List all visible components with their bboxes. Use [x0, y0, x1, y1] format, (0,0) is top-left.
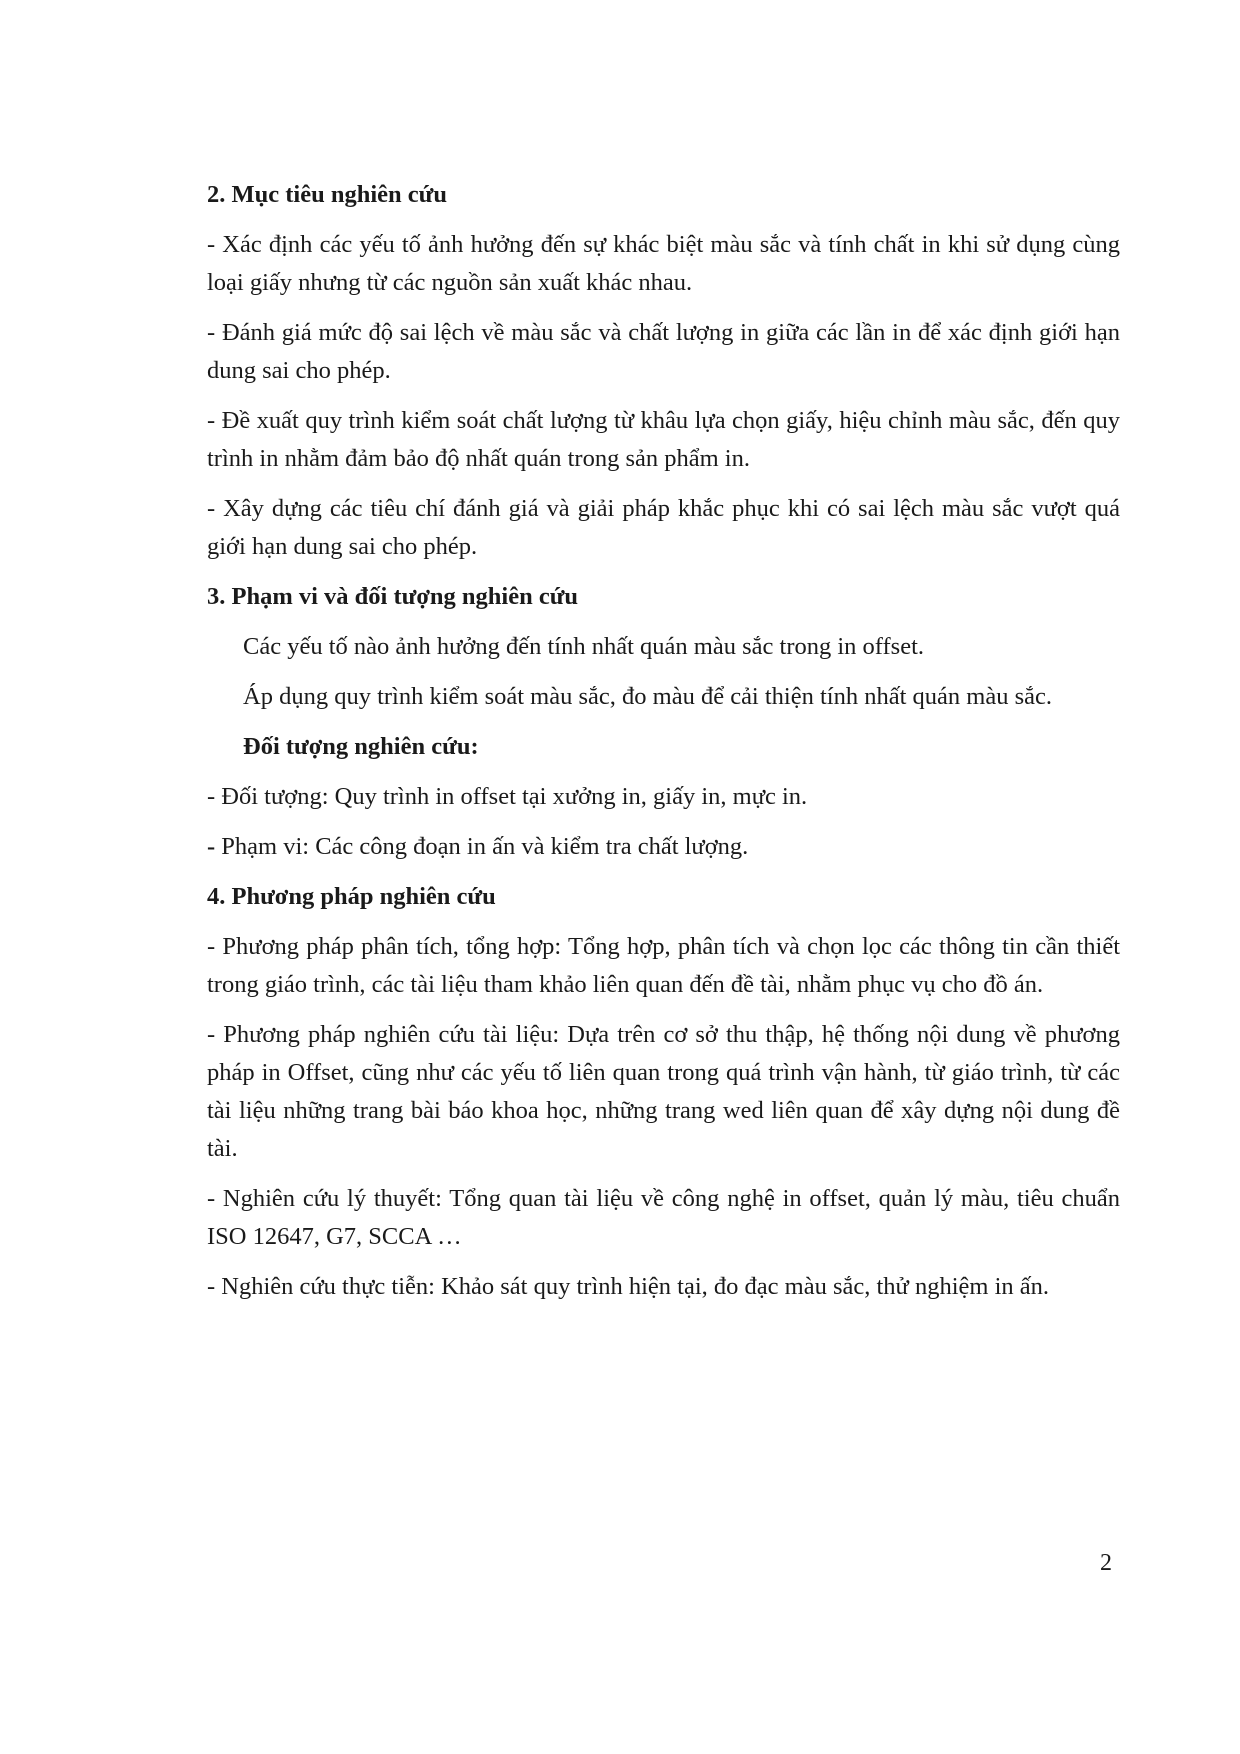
scope-item-text: Phạm vi: Các công đoạn in ấn và kiểm tra chất lượng.	[215, 833, 749, 860]
objective-item-2: - Đánh giá mức độ sai lệch về màu sắc và chất lượng in giữa các lần in để xác định giới hạn dung sai cho phép.	[207, 319, 1120, 384]
objective-item-4: - Xây dựng các tiêu chí đánh giá và giải pháp khắc phục khi có sai lệch màu sắc vượt quá giới hạn dung sai cho phép.	[207, 495, 1120, 560]
page-content	[207, 176, 1120, 1318]
section-heading-scope: 3. Phạm vi và đối tượng nghiên cứu	[207, 583, 579, 610]
section-heading-methods: 4. Phương pháp nghiên cứu	[207, 883, 496, 910]
section-heading-objectives: 2. Mục tiêu nghiên cứu	[207, 181, 447, 208]
scope-item-dash: -	[207, 833, 216, 860]
method-item-2: - Phương pháp nghiên cứu tài liệu: Dựa trên cơ sở thu thập, hệ thống nội dung về phương pháp in Offset, cũng như các yếu tố liên quan trong quá trình vận hành, từ giáo trình, từ các tài liệu những trang bài báo khoa học, những trang wed liên quan để xây dựng nội dung đề tài.	[207, 1021, 1120, 1162]
scope-paragraph-2: Áp dụng quy trình kiểm soát màu sắc, đo màu để cải thiện tính nhất quán màu sắc.	[243, 683, 1052, 710]
research-scope-item	[207, 828, 1120, 866]
objective-item-3: - Đề xuất quy trình kiểm soát chất lượng từ khâu lựa chọn giấy, hiệu chỉnh màu sắc, đến quy trình in nhằm đảm bảo độ nhất quán trong sản phẩm in.	[207, 407, 1120, 472]
method-item-1: - Phương pháp phân tích, tổng hợp: Tổng hợp, phân tích và chọn lọc các thông tin cần thiết trong giáo trình, các tài liệu tham khảo liên quan đến đề tài, nhằm phục vụ cho đồ án.	[207, 933, 1120, 998]
page-number: 2	[1100, 1550, 1112, 1576]
method-item-4: - Nghiên cứu thực tiễn: Khảo sát quy trình hiện tại, đo đạc màu sắc, thử nghiệm in ấn.	[207, 1273, 1050, 1300]
scope-paragraph-1: Các yếu tố nào ảnh hưởng đến tính nhất quán màu sắc trong in offset.	[243, 633, 924, 660]
objective-item-1: - Xác định các yếu tố ảnh hưởng đến sự khác biệt màu sắc và tính chất in khi sử dụng cùng loại giấy nhưng từ các nguồn sản xuất khác nhau.	[207, 231, 1120, 296]
method-item-3: - Nghiên cứu lý thuyết: Tổng quan tài liệu về công nghệ in offset, quản lý màu, tiêu chuẩn ISO 12647, G7, SCCA …	[207, 1185, 1120, 1250]
research-object-subheading: Đối tượng nghiên cứu:	[243, 733, 479, 760]
research-object-item: - Đối tượng: Quy trình in offset tại xưởng in, giấy in, mực in.	[207, 783, 808, 810]
